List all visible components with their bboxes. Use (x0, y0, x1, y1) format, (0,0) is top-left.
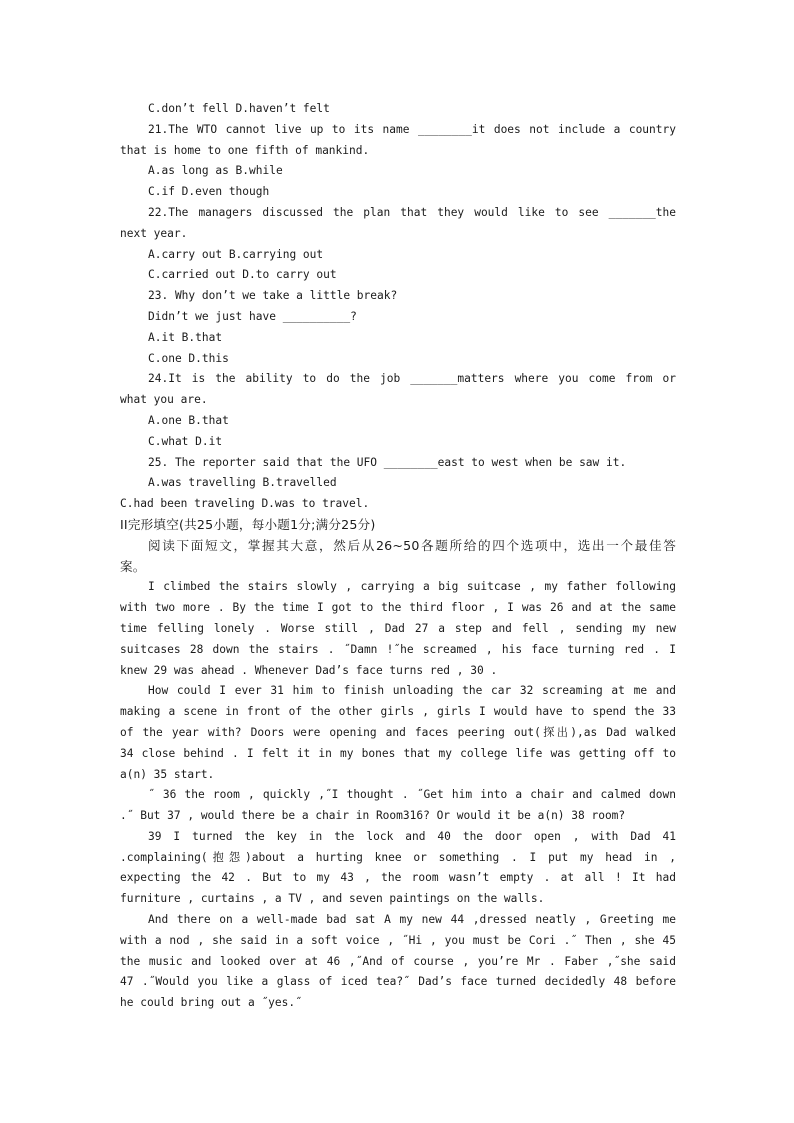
text-line: A.carry out B.carrying out (148, 247, 324, 261)
text-line: knew 29 was ahead . Whenever Dad’s face turns red , 30 . (120, 663, 498, 677)
text-line: he could bring out a ˝yes.˝ (120, 996, 302, 1010)
text-line: suitcases 28 down the stairs . ˝Damn !˝he screamed , his face turning red . I (120, 642, 676, 656)
text-line: C.one D.this (148, 351, 229, 365)
text-line: I climbed the stairs slowly , carrying a big suitcase , my father following (148, 580, 676, 594)
text-line: C.if D.even though (148, 185, 270, 199)
text-line: with a nod , she said in a soft voice , ˝Hi , you must be Cori .˝ Then , she 45 (120, 933, 676, 947)
text-line: expecting the 42 . But to my 43 , the room wasn’t empty . at all ! It had (120, 871, 676, 885)
text-line: C.carried out D.to carry out (148, 268, 337, 282)
text-line: 阅读下面短文，掌握其大意，然后从26~50各题所给的四个选项中，选出一个最佳答 (148, 537, 676, 553)
text-line: C.what D.it (148, 434, 223, 448)
text-line: Didn’t we just have __________? (148, 309, 357, 323)
text-line: A.was travelling B.travelled (148, 476, 337, 490)
text-line: 24.It is the ability to do the job _______matters where you come from or (148, 372, 676, 386)
text-line: 34 close behind . I felt it in my bones that my college life was getting off to (120, 746, 676, 760)
text-line: A.as long as B.while (148, 164, 283, 178)
text-line: And there on a well-made bad sat A my new 44 ,dressed neatly , Greeting me (148, 913, 676, 927)
text-line: .complaining(抱怨)about a hurting knee or something . I put my head in , (120, 850, 676, 864)
text-line: 25. The reporter said that the UFO ________east to west when be saw it. (148, 455, 627, 469)
text-line: C.had been traveling D.was to travel. (120, 497, 370, 511)
text-line: 21.The WTO cannot live up to its name ________it does not include a country (148, 122, 676, 136)
text-line: II完形填空(共25小题，每小题1分;满分25分) (120, 516, 376, 532)
text-line: making a scene in front of the other girls , girls I would have to spend the 33 (120, 705, 676, 719)
text-line: a(n) 35 start. (120, 767, 215, 781)
text-line: A.it B.that (148, 330, 223, 344)
text-line: 案。 (120, 558, 146, 574)
text-line: 39 I turned the key in the lock and 40 the door open , with Dad 41 (148, 829, 676, 843)
text-line: what you are. (120, 393, 208, 407)
text-line: 47 .˝Would you like a glass of iced tea?˝ Dad’s face turned decidedly 48 before (120, 975, 676, 989)
text-line: next year. (120, 226, 188, 240)
text-line: that is home to one fifth of mankind. (120, 143, 370, 157)
text-line: of the year with? Doors were opening and faces peering out(探出),as Dad walked (120, 725, 676, 739)
text-line: time felling lonely . Worse still , Dad 27 a step and fell , sending my new (120, 621, 676, 635)
text-line: C.don’t fell D.haven’t felt (148, 102, 330, 115)
text-line: How could I ever 31 him to finish unloading the car 32 screaming at me and (148, 684, 676, 698)
document-body (120, 99, 676, 1014)
text-line: the music and looked over at 46 ,˝And of course , you’re Mr . Faber ,˝she said (120, 954, 676, 968)
text-line: ˝ 36 the room , quickly ,˝I thought . ˝Get him into a chair and calmed down (148, 788, 676, 802)
text-line: 22.The managers discussed the plan that they would like to see _______the (148, 205, 676, 219)
text-line: furniture , curtains , a TV , and seven paintings on the walls. (120, 892, 545, 906)
text-line: .˝ But 37 , would there be a chair in Room316? Or would it be a(n) 38 room? (120, 809, 626, 823)
text-line: 23. Why don’t we take a little break? (148, 289, 398, 303)
text-line: with two more . By the time I got to the third floor , I was 26 and at the same (120, 601, 676, 615)
text-line: A.one B.that (148, 413, 229, 427)
